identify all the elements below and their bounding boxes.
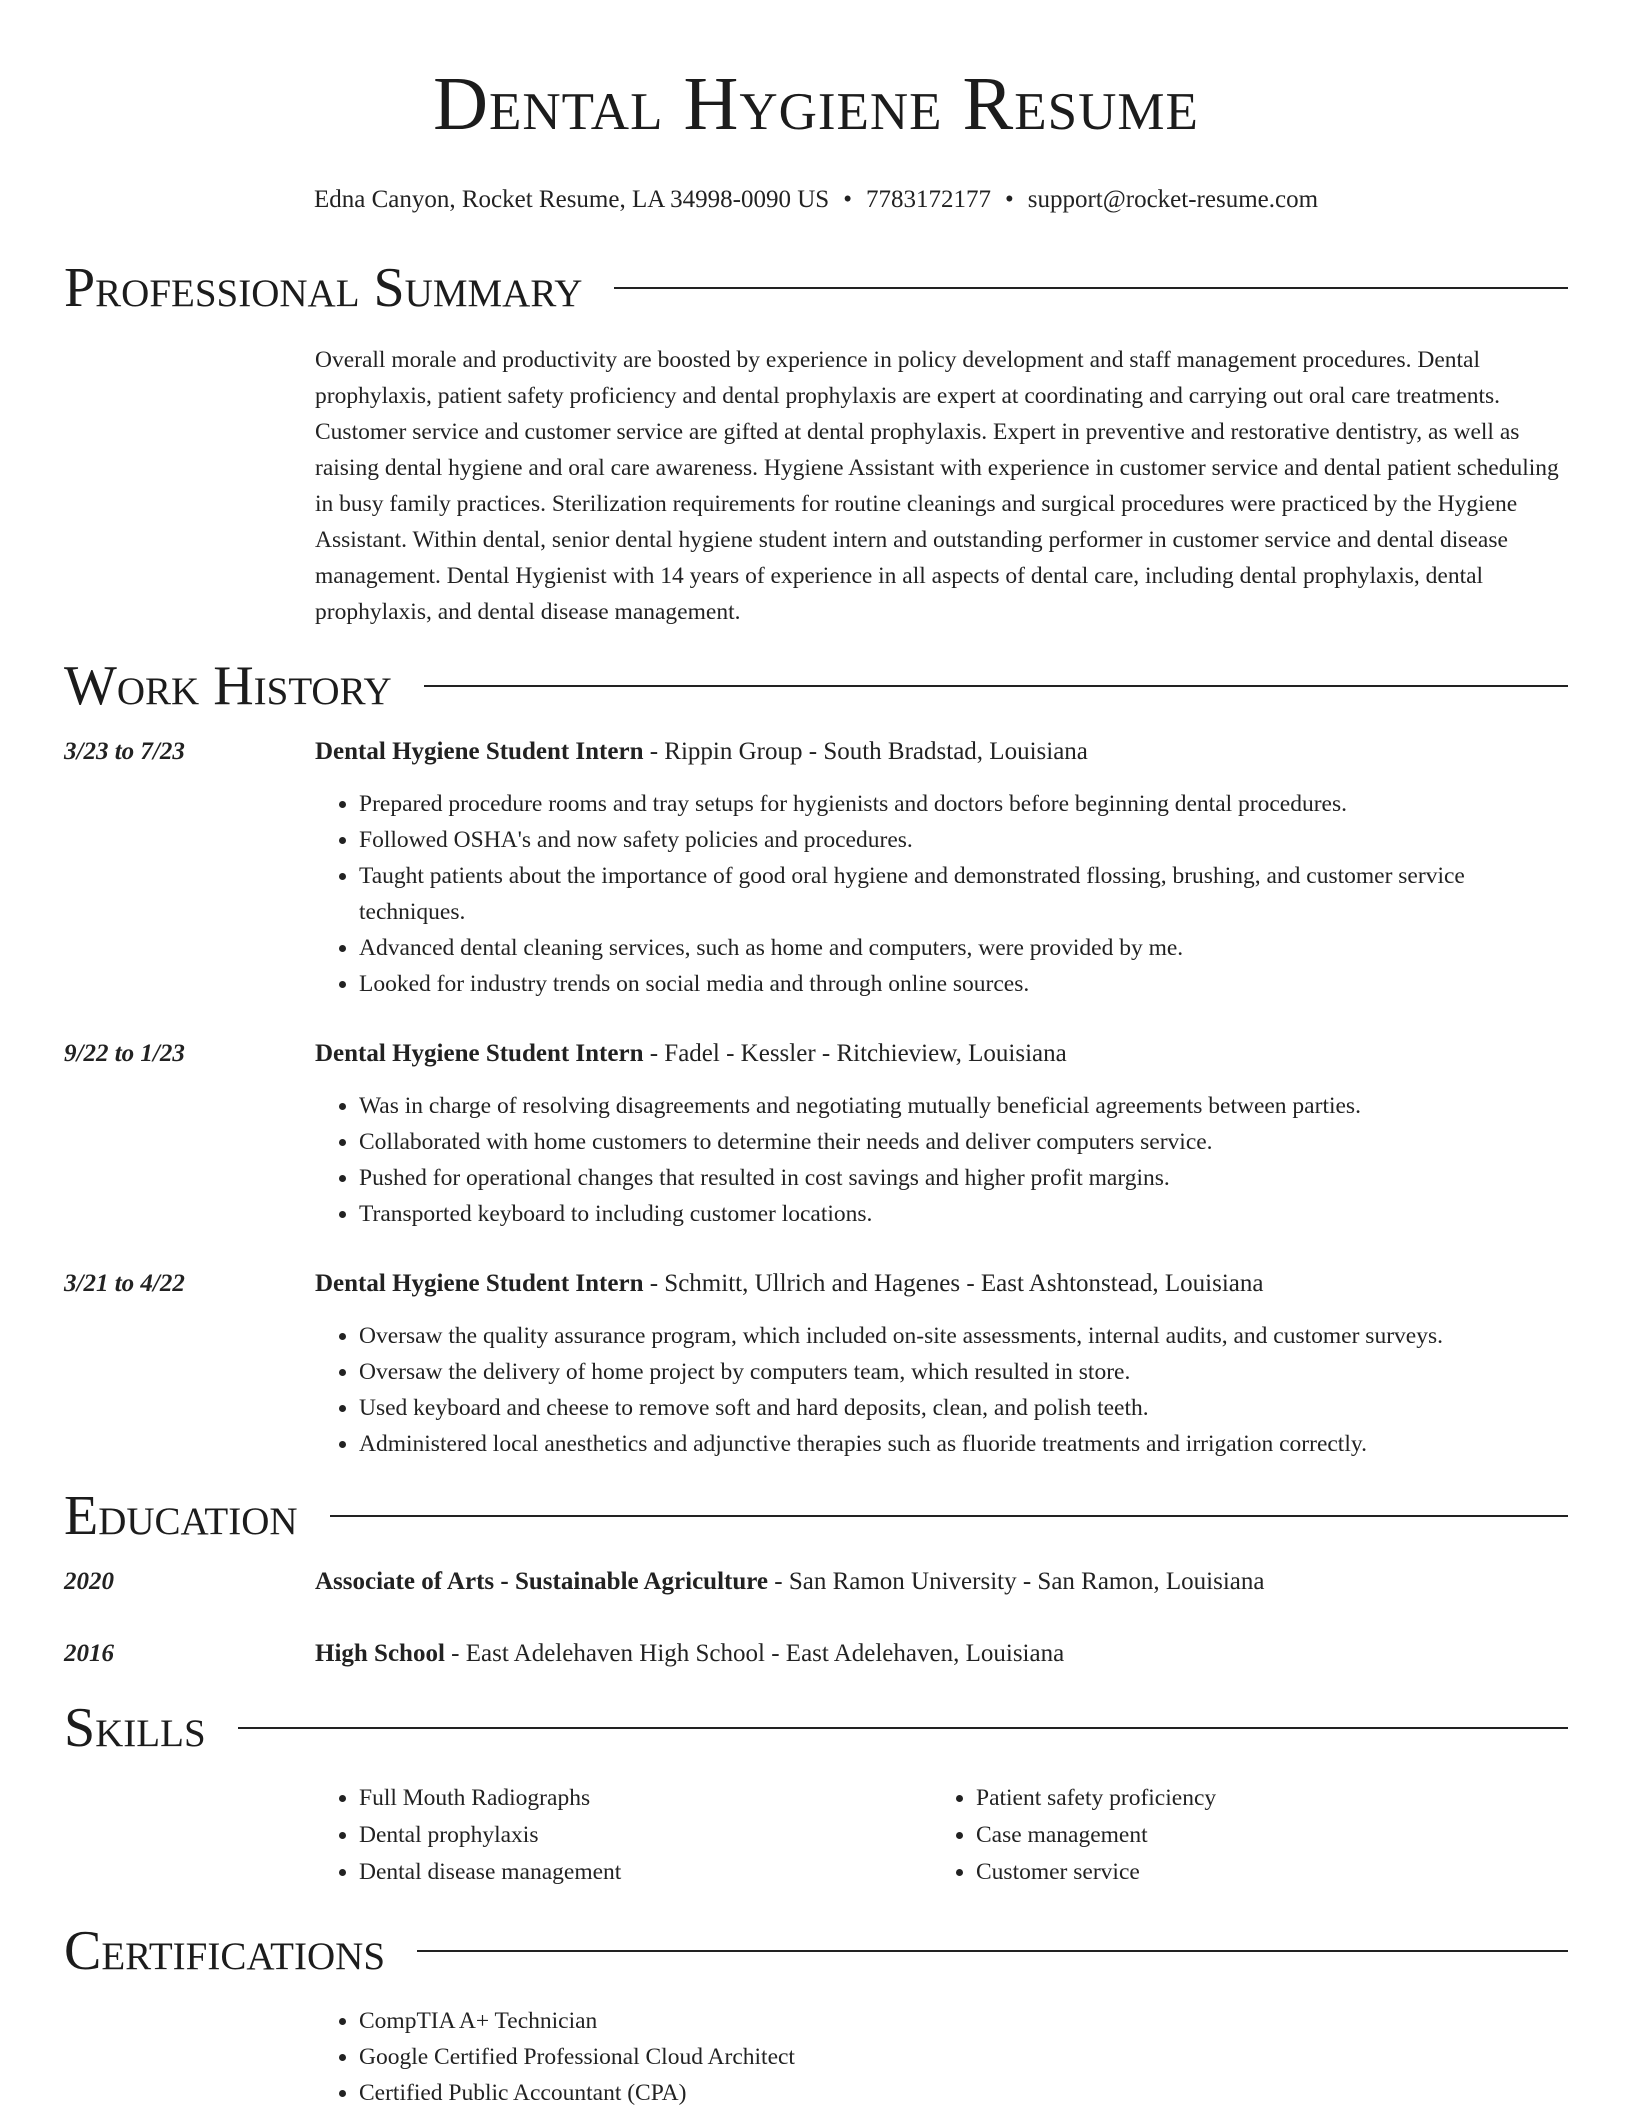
resume-page <box>64 0 1568 2111</box>
skills-section-header <box>64 1694 1568 1762</box>
list-item: • Advanced dental cleaning services, such as home and computers, were provided by me. <box>359 930 1568 966</box>
list-item: • Dental disease management <box>359 1854 932 1891</box>
list-item: • Collaborated with home customers to determine their needs and deliver computers service. <box>359 1124 1568 1160</box>
list-item: • Full Mouth Radiographs <box>359 1780 932 1817</box>
summary-text: Overall morale and productivity are boosted by experience in policy development and staff management procedures. Dental prophylaxis, patient safety proficiency and dental prophylaxis are expert at coordinating and carrying out oral care treatments. Customer service and customer service are gifted at dental prophylaxis. Expert in preventive and restorative dentistry, as well as raising dental hygiene and oral care awareness. Hygiene Assistant with experience in customer service and dental patient scheduling in busy family practices. Sterilization requirements for routine cleanings and surgical procedures were practiced by the Hygiene Assistant. Within dental, senior dental hygiene student intern and outstanding performer in customer service and dental disease management. Dental Hygienist with 14 years of experience in all aspects of dental care, including dental prophylaxis, dental prophylaxis, and dental disease management. <box>315 347 1559 625</box>
section-title-summary: Professional Summary <box>64 257 583 319</box>
contact-phone: 7783172177 <box>865 186 991 213</box>
education-section-header <box>64 1482 1568 1550</box>
list-item: • Used keyboard and cheese to remove soft and hard deposits, clean, and polish teeth. <box>359 1390 1568 1426</box>
education-degree: Associate of Arts - Sustainable Agriculture <box>315 1568 768 1595</box>
job-details: - Rippin Group - South Bradstad, Louisiana <box>643 738 1088 765</box>
list-item: • Taught patients about the importance of good oral hygiene and demonstrated flossing, brushing, and customer service techniques. <box>359 858 1568 930</box>
education-body <box>315 1564 1568 1600</box>
certifications-section-header <box>64 1917 1568 1985</box>
list-item: • Google Certified Professional Cloud Architect <box>359 2039 1568 2075</box>
job-details: - Schmitt, Ullrich and Hagenes - East Ashtonstead, Louisiana <box>643 1270 1264 1297</box>
job-details: - Fadel - Kessler - Ritchieview, Louisiana <box>643 1040 1067 1067</box>
certifications-bullets <box>315 2003 1568 2111</box>
job-entry <box>64 1036 1568 1232</box>
section-divider <box>424 685 1568 687</box>
job-body <box>315 1036 1568 1232</box>
summary-section-header <box>64 254 1568 322</box>
section-divider <box>330 1515 1568 1517</box>
education-heading <box>315 1636 1568 1672</box>
list-item: • Transported keyboard to including customer locations. <box>359 1196 1568 1232</box>
job-bullets <box>315 1318 1568 1462</box>
contact-email: support@rocket-resume.com <box>1027 186 1319 213</box>
list-item: • Prepared procedure rooms and tray setups for hygienists and doctors before beginning dental procedures. <box>359 786 1568 822</box>
list-item: • Oversaw the quality assurance program, which included on-site assessments, internal audits, and customer surveys. <box>359 1318 1568 1354</box>
job-date: 9/22 to 1/23 <box>64 1040 185 1067</box>
skills-column-left <box>315 1780 932 1891</box>
section-divider <box>417 1950 1568 1952</box>
job-role: Dental Hygiene Student Intern <box>315 1270 644 1297</box>
section-divider <box>614 287 1568 289</box>
education-date: 2020 <box>64 1568 114 1595</box>
section-title-education: Education <box>64 1485 298 1547</box>
job-bullets <box>315 1088 1568 1232</box>
bullet-separator: • <box>1004 186 1014 213</box>
job-body <box>315 1266 1568 1462</box>
section-divider <box>238 1727 1568 1729</box>
job-entry <box>64 1266 1568 1462</box>
contact-address: Edna Canyon, Rocket Resume, LA 34998-0090 US <box>313 186 830 213</box>
list-item: • Administered local anesthetics and adjunctive therapies such as fluoride treatments and irrigation correctly. <box>359 1426 1568 1462</box>
list-item: • Certified Public Accountant (CPA) <box>359 2075 1568 2111</box>
list-item: • Patient safety proficiency <box>976 1780 1216 1817</box>
job-role: Dental Hygiene Student Intern <box>315 1040 644 1067</box>
job-bullets <box>315 786 1568 1002</box>
list-item: • Dental prophylaxis <box>359 1817 932 1854</box>
list-item: • Was in charge of resolving disagreements and negotiating mutually beneficial agreements between parties. <box>359 1088 1568 1124</box>
job-entry <box>64 734 1568 1002</box>
job-role: Dental Hygiene Student Intern <box>315 738 644 765</box>
bullet-separator: • <box>843 186 852 213</box>
list-item: • Looked for industry trends on social media and through online sources. <box>359 966 1568 1002</box>
work-section-header <box>64 652 1568 720</box>
skills-list <box>315 1780 1568 1891</box>
list-item: • CompTIA A+ Technician <box>359 2003 1568 2039</box>
list-item: • Pushed for operational changes that resulted in cost savings and higher profit margins. <box>359 1160 1568 1196</box>
page-title: Dental Hygiene Resume <box>433 62 1199 146</box>
job-date: 3/21 to 4/22 <box>64 1270 185 1297</box>
education-heading <box>315 1564 1568 1600</box>
job-heading <box>315 1036 1568 1072</box>
education-details: - San Ramon University - San Ramon, Louisiana <box>768 1568 1265 1595</box>
list-item: • Case management <box>976 1817 1216 1854</box>
list-item: • Customer service <box>976 1854 1216 1891</box>
section-title-skills: Skills <box>64 1697 206 1759</box>
section-title-work: Work History <box>64 655 392 717</box>
education-entry <box>64 1564 1568 1600</box>
contact-line <box>64 184 1568 216</box>
education-entry <box>64 1636 1568 1672</box>
list-item: • Oversaw the delivery of home project by computers team, which resulted in store. <box>359 1354 1568 1390</box>
education-date: 2016 <box>64 1640 114 1667</box>
job-heading <box>315 734 1568 770</box>
job-date: 3/23 to 7/23 <box>64 738 185 765</box>
education-details: - East Adelehaven High School - East Adelehaven, Louisiana <box>444 1640 1065 1667</box>
skills-column-right <box>932 1780 1216 1891</box>
education-degree: High School <box>315 1640 445 1667</box>
job-body <box>315 734 1568 1002</box>
education-body <box>315 1636 1568 1672</box>
certifications-list <box>315 2003 1568 2111</box>
list-item: • Followed OSHA's and now safety policies and procedures. <box>359 822 1568 858</box>
job-heading <box>315 1266 1568 1302</box>
section-title-certifications: Certifications <box>64 1920 386 1982</box>
